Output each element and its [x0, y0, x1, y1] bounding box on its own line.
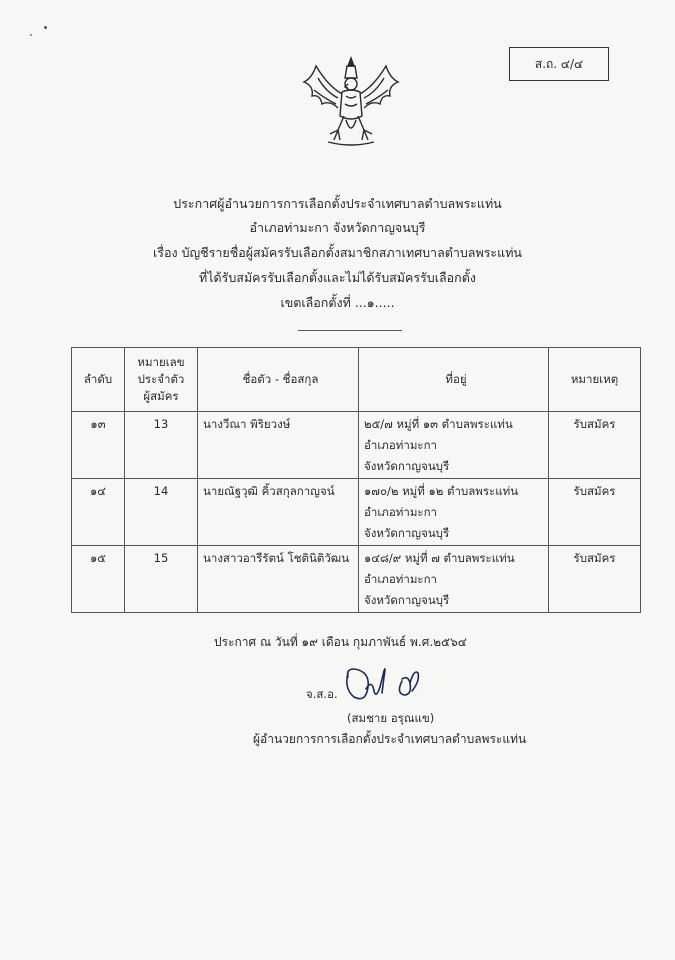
- table-row: [72, 546, 641, 613]
- cell-name: นางสาวอารีรัตน์ โชตินิติวัฒน: [198, 546, 359, 613]
- column-header-number-line: หมายเลข: [137, 355, 185, 369]
- address-line: ๒๕/๗ หมู่ที่ ๑๓ ตำบลพระแท่น: [364, 417, 513, 431]
- address-line: ๑๔๘/๙ หมู่ที่ ๗ ตำบลพระแท่น: [364, 551, 515, 565]
- cell-number: 15: [125, 546, 198, 613]
- announcement-title: ประกาศผู้อำนวยการการเลือกตั้งประจำเทศบาลตำบลพระแท่น: [173, 196, 502, 211]
- announcement-subject-cont: ที่ได้รับสมัครรับเลือกตั้งและไม่ได้รับสมัครรับเลือกตั้ง: [199, 270, 476, 285]
- address-line: จังหวัดกาญจนบุรี: [364, 593, 450, 607]
- scan-speck: [30, 34, 32, 36]
- column-header-number-line: ผู้สมัคร: [143, 389, 179, 403]
- garuda-emblem-icon: [298, 56, 404, 148]
- cell-number: 13: [125, 412, 198, 479]
- cell-order: ๑๕: [72, 546, 125, 613]
- cell-order: ๑๔: [72, 479, 125, 546]
- cell-address: [359, 546, 549, 613]
- cell-remark: รับสมัคร: [549, 412, 641, 479]
- signer-title: ผู้อำนวยการการเลือกตั้งประจำเทศบาลตำบลพระแท่น: [253, 732, 527, 746]
- scan-speck: [44, 26, 47, 29]
- district-value: ...๑.....: [354, 295, 395, 310]
- cell-address: [359, 479, 549, 546]
- signer-name: (สมชาย อรุณแข): [347, 711, 435, 725]
- handwritten-signature: [340, 659, 436, 707]
- column-header-name: ชื่อตัว - ชื่อสกุล: [198, 348, 359, 412]
- announcement-subject: เรื่อง บัญชีรายชื่อผู้สมัครรับเลือกตั้งสมาชิกสภาเทศบาลตำบลพระแท่น: [153, 245, 522, 260]
- column-header-number-line: ประจำตัว: [137, 372, 185, 386]
- cell-remark: รับสมัคร: [549, 546, 641, 613]
- address-line: จังหวัดกาญจนบุรี: [364, 526, 450, 540]
- cell-name: นางวีณา พิริยวงษ์: [198, 412, 359, 479]
- address-line: จังหวัดกาญจนบุรี: [364, 459, 450, 473]
- announcement-location: อำเภอท่ามะกา จังหวัดกาญจนบุรี: [249, 220, 426, 235]
- address-line: อำเภอท่ามะกา: [364, 572, 437, 586]
- address-line: อำเภอท่ามะกา: [364, 505, 437, 519]
- cell-number: 14: [125, 479, 198, 546]
- signer-rank: จ.ส.อ.: [306, 687, 338, 701]
- address-line: ๑๗๐/๒ หมู่ที่ ๑๒ ตำบลพระแท่น: [364, 484, 519, 498]
- cell-address: [359, 412, 549, 479]
- district-label: เขตเลือกตั้งที่: [280, 295, 351, 310]
- cell-name: นายณัฐวุฒิ คิ้วสกุลกาญจน์: [198, 479, 359, 546]
- table-header-row: [72, 348, 641, 412]
- electoral-district: [0, 293, 675, 313]
- column-header-order: ลำดับ: [72, 348, 125, 412]
- column-header-number: [125, 348, 198, 412]
- table-row: [72, 479, 641, 546]
- form-code-box: ส.ถ. ๔/๔: [509, 47, 609, 81]
- divider-line: [298, 330, 402, 331]
- column-header-remark: หมายเหตุ: [549, 348, 641, 412]
- cell-order: ๑๓: [72, 412, 125, 479]
- column-header-address: ที่อยู่: [359, 348, 549, 412]
- cell-remark: รับสมัคร: [549, 479, 641, 546]
- address-line: อำเภอท่ามะกา: [364, 438, 437, 452]
- table-row: [72, 412, 641, 479]
- announcement-date: ประกาศ ณ วันที่ ๑๙ เดือน กุมภาพันธ์ พ.ศ.๒๕๖๔: [214, 635, 467, 649]
- candidate-table: [71, 347, 641, 613]
